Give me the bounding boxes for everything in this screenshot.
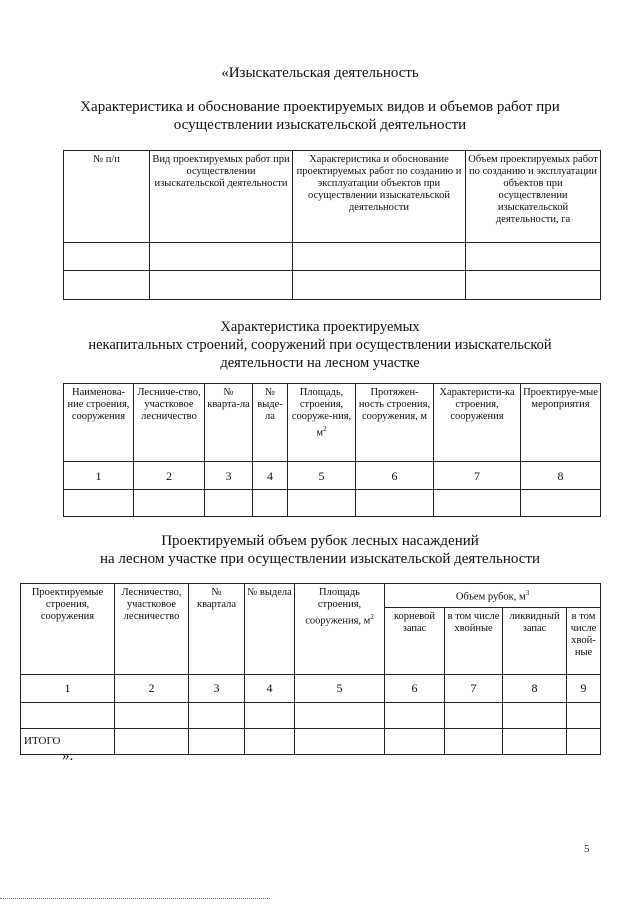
structures-table-header-row — [64, 384, 601, 462]
table-cell[interactable] — [288, 490, 356, 517]
section3-title-line1: Проектируемый объем рубок лесных насаждений — [161, 533, 479, 549]
column-number: 1 — [21, 674, 115, 702]
page-number: 5 — [584, 843, 590, 855]
section1-title-line1: Характеристика и обоснование проектируемых видов и объемов работ при — [80, 99, 560, 115]
table-cell[interactable] — [253, 490, 288, 517]
table-cell[interactable] — [21, 702, 115, 728]
table-cell[interactable] — [567, 702, 601, 728]
structures-table — [63, 383, 601, 517]
works-header-description: Характеристика и обоснование проектируемых работ по созданию и эксплуатации объектов при осуществлении изыскательской деятельности — [293, 151, 466, 243]
table-cell[interactable] — [189, 702, 245, 728]
table-cell[interactable] — [150, 271, 293, 300]
table-cell[interactable] — [445, 702, 503, 728]
felling-header-structures: Проектируемые строения, сооружения — [21, 584, 115, 675]
felling-table-header-row — [21, 584, 601, 608]
table-cell[interactable] — [466, 271, 601, 300]
column-number: 4 — [245, 674, 295, 702]
section3-title — [0, 532, 640, 568]
table-cell[interactable] — [385, 702, 445, 728]
table-cell[interactable] — [434, 490, 521, 517]
felling-subheader-liquid-conifers: в том числе хвой-ные — [567, 607, 601, 674]
document-title — [0, 64, 640, 82]
table-cell[interactable] — [245, 702, 295, 728]
table-cell[interactable] — [189, 728, 245, 754]
table-cell[interactable] — [293, 271, 466, 300]
table-cell[interactable] — [115, 728, 189, 754]
table-cell[interactable] — [385, 728, 445, 754]
table-cell[interactable] — [445, 728, 503, 754]
felling-header-volume: Объем рубок, $м^3$ — [385, 584, 601, 608]
felling-table — [20, 583, 601, 755]
table-cell[interactable] — [64, 490, 134, 517]
document-title-text: «Изыскательская деятельность — [221, 65, 419, 81]
total-label: ИТОГО — [21, 728, 115, 754]
table-cell[interactable] — [64, 271, 150, 300]
table-row — [21, 702, 601, 728]
table-cell[interactable] — [466, 243, 601, 271]
column-number: 7 — [445, 674, 503, 702]
closing-quote: ». — [62, 748, 74, 764]
section2-title-line2: некапитальных строений, сооружений при осуществлении изыскательской — [88, 337, 552, 353]
squared-unit: 2 — [323, 425, 327, 433]
structures-header-quarter: № кварта-ла — [205, 384, 253, 462]
section1-title-line2: осуществлении изыскательской деятельности — [173, 117, 467, 133]
felling-header-forestry: Лесничество, участковое лесничество — [115, 584, 189, 675]
column-number: 3 — [205, 462, 253, 490]
works-table — [63, 150, 601, 300]
table-cell[interactable] — [115, 702, 189, 728]
column-number: 4 — [253, 462, 288, 490]
table-row — [64, 243, 601, 271]
felling-subheader-conifers: в том числе хвойные — [445, 607, 503, 674]
column-number: 6 — [385, 674, 445, 702]
works-header-type: Вид проектируемых работ при осуществлении изыскательской деятельности — [150, 151, 293, 243]
column-number: 2 — [134, 462, 205, 490]
section2-title-line3: деятельности на лесном участке — [220, 355, 420, 371]
table-cell[interactable] — [245, 728, 295, 754]
section2-title — [0, 318, 640, 372]
squared-unit: 2 — [370, 613, 374, 621]
column-number: 9 — [567, 674, 601, 702]
felling-subheader-liquid-stock: ликвидный запас — [503, 607, 567, 674]
table-cell[interactable] — [521, 490, 601, 517]
felling-subheader-root-stock: корневой запас — [385, 607, 445, 674]
column-number: 6 — [356, 462, 434, 490]
table-cell[interactable] — [567, 728, 601, 754]
table-cell[interactable] — [503, 702, 567, 728]
section1-title — [0, 98, 640, 134]
section2-title-line1: Характеристика проектируемых — [220, 319, 420, 335]
column-number: 5 — [288, 462, 356, 490]
structures-header-name: Наименова-ние строения, сооружения — [64, 384, 134, 462]
structures-header-area: Площадь, строения, сооруже-ния, $м^2$ — [288, 384, 356, 462]
felling-number-row — [21, 674, 601, 702]
table-cell[interactable] — [150, 243, 293, 271]
felling-header-area: Площадь строения, сооружения, $м^2$ — [295, 584, 385, 675]
structures-header-length: Протяжен-ность строения, сооружения, м — [356, 384, 434, 462]
total-row — [21, 728, 601, 754]
table-cell[interactable] — [64, 243, 150, 271]
section3-title-line2: на лесном участке при осуществлении изыскательской деятельности — [99, 551, 540, 567]
table-cell[interactable] — [295, 728, 385, 754]
works-header-number: № п/п — [64, 151, 150, 243]
cubed-unit: 3 — [525, 589, 530, 597]
scan-edge-line — [0, 898, 270, 899]
felling-header-quarter: № квартала — [189, 584, 245, 675]
column-number: 8 — [521, 462, 601, 490]
table-cell[interactable] — [503, 728, 567, 754]
table-row — [64, 490, 601, 517]
table-cell[interactable] — [205, 490, 253, 517]
table-cell[interactable] — [293, 243, 466, 271]
column-number: 1 — [64, 462, 134, 490]
column-number: 7 — [434, 462, 521, 490]
table-row — [64, 271, 601, 300]
structures-header-characteristic: Характеристи-ка строения, сооружения — [434, 384, 521, 462]
column-number: 5 — [295, 674, 385, 702]
works-table-header-row — [64, 151, 601, 243]
table-cell[interactable] — [134, 490, 205, 517]
column-number: 3 — [189, 674, 245, 702]
structures-number-row — [64, 462, 601, 490]
works-header-volume: Объем проектируемых работ по созданию и эксплуатации объектов при осуществлении изыскательской деятельности, га — [466, 151, 601, 243]
table-cell[interactable] — [295, 702, 385, 728]
structures-header-allotment: № выде-ла — [253, 384, 288, 462]
table-cell[interactable] — [356, 490, 434, 517]
felling-header-allotment: № выдела — [245, 584, 295, 675]
column-number: 2 — [115, 674, 189, 702]
structures-header-measures: Проектируе-мые мероприятия — [521, 384, 601, 462]
column-number: 8 — [503, 674, 567, 702]
structures-header-forestry: Лесниче-ство, участковое лесничество — [134, 384, 205, 462]
